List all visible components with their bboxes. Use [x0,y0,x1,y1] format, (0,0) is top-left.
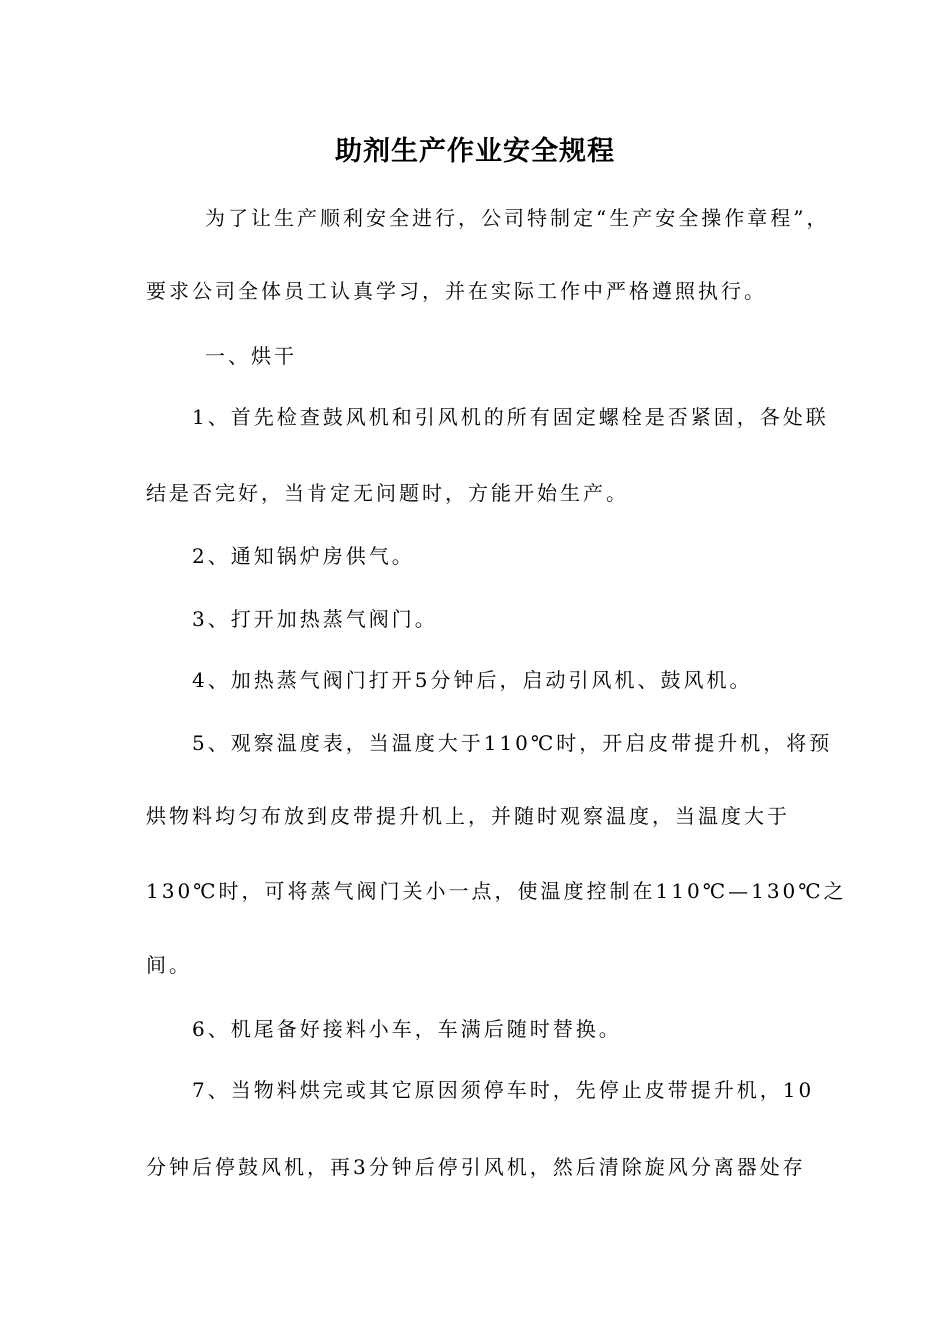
item-4: 4、加热蒸气阀门打开5分钟后，启动引风机、鼓风机。 [192,668,753,692]
intro-line-2: 要求公司全体员工认真学习，并在实际工作中严格遵照执行。 [146,279,767,303]
item-5-line-4: 间。 [146,953,192,977]
item-6: 6、机尾备好接料小车，车满后随时替换。 [192,1017,622,1041]
item-1-line-2: 结是否完好，当肯定无问题时，方能开始生产。 [146,481,629,505]
section-heading-drying: 一、烘干 [205,344,297,368]
item-1-line-1: 1、首先检查鼓风机和引风机的所有固定螺栓是否紧固，各处联 [192,405,829,429]
document-title: 助剂生产作业安全规程 [335,136,615,167]
item-2: 2、通知锅炉房供气。 [192,544,415,568]
item-7-line-1: 7、当物料烘完或其它原因须停车时，先停止皮带提升机，10 [192,1078,815,1102]
item-5-line-3: 130℃时，可将蒸气阀门关小一点，使温度控制在110℃—130℃之 [146,879,847,903]
item-5-line-1: 5、观察温度表，当温度大于110℃时，开启皮带提升机，将预 [192,731,833,755]
item-7-line-2: 分钟后停鼓风机，再3分钟后停引风机，然后清除旋风分离器处存 [146,1155,806,1179]
item-3: 3、打开加热蒸气阀门。 [192,607,438,631]
item-5-line-2: 烘物料均匀布放到皮带提升机上，并随时观察温度，当温度大于 [146,804,790,828]
intro-line-1: 为了让生产顺利安全进行，公司特制定“生产安全操作章程”， [205,206,830,230]
